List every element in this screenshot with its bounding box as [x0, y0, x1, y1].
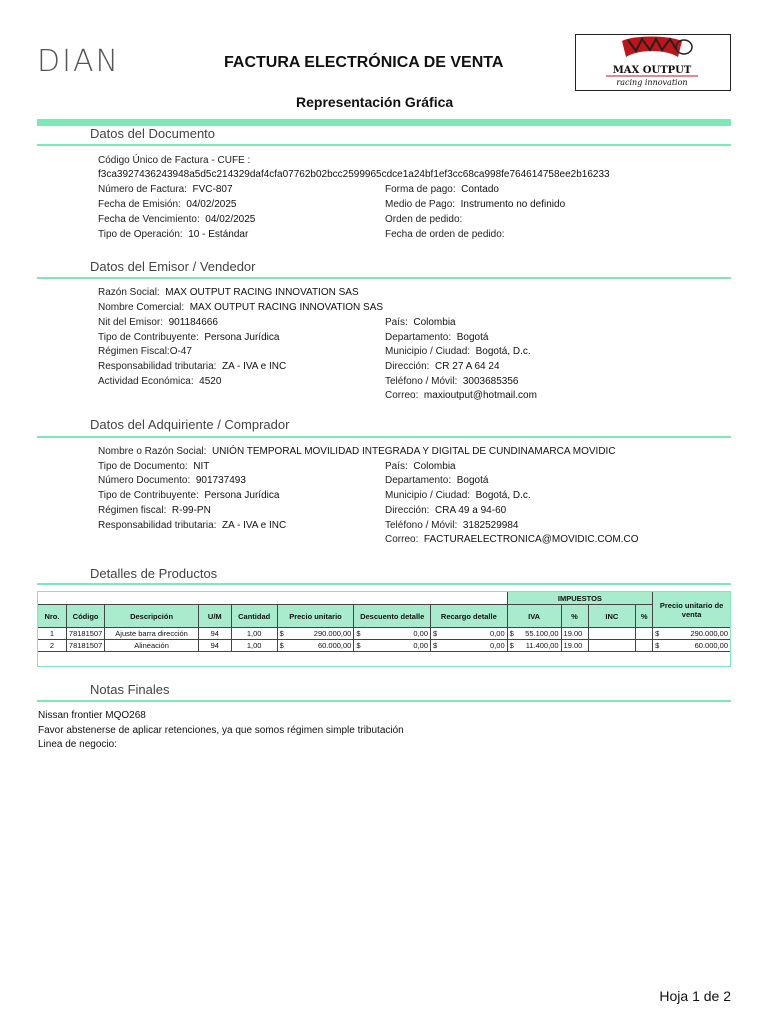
fecha-vencimiento: Fecha de Vencimiento: 04/02/2025 — [98, 214, 256, 225]
fecha-orden-pedido: Fecha de orden de pedido: — [385, 229, 505, 240]
col-header-codigo: Código — [66, 605, 104, 628]
cell-descuento: $ 0,00 — [354, 640, 431, 652]
document-subtitle: Representación Gráfica — [296, 94, 454, 110]
col-header-descuento: Descuento detalle — [354, 605, 431, 628]
cell-precio-venta: $ 60.000,00 — [653, 640, 731, 652]
adquiriente-telefono: Teléfono / Móvil: 3182529984 — [385, 520, 519, 531]
section-title-emisor: Datos del Emisor / Vendedor — [90, 259, 256, 274]
cell-inc-pct — [636, 628, 653, 640]
cell-descripcion: Ajuste barra dirección — [105, 628, 199, 640]
cell-inc-pct — [636, 640, 653, 652]
section-title-adquiriente: Datos del Adquiriente / Comprador — [90, 417, 290, 432]
emisor-nombre-comercial: Nombre Comercial: MAX OUTPUT RACING INNOVATION SAS — [98, 302, 384, 313]
emisor-actividad: Actividad Económica: 4520 — [98, 376, 222, 387]
tipo-operacion: Tipo de Operación: 10 - Estándar — [98, 229, 249, 240]
cell-cantidad: 1,00 — [231, 628, 277, 640]
company-logo — [575, 34, 731, 91]
cell-um: 94 — [198, 628, 231, 640]
col-header-nro: Nro. — [38, 605, 67, 628]
cell-nro: 1 — [38, 628, 67, 640]
cufe-value: f3ca3927436243948a5d5c214329daf4cfa07762b02bcc2599965cdce1a24bf1ef3cc68ca998fe764614758ee2b16233 — [98, 169, 610, 180]
cell-descuento: $ 0,00 — [354, 628, 431, 640]
emisor-razon-social: Razón Social: MAX OUTPUT RACING INNOVATION SAS — [98, 287, 359, 298]
table-empty-row — [38, 652, 731, 665]
cell-recargo: $ 0,00 — [431, 628, 508, 640]
adquiriente-correo[interactable]: Correo: FACTURAELECTRONICA@MOVIDIC.COM.CO — [385, 534, 639, 545]
note-line: Nissan frontier MQO268 — [38, 710, 146, 721]
adquiriente-tipo-contribuyente: Tipo de Contribuyente: Persona Jurídica — [98, 490, 280, 501]
table-header-spacer — [38, 592, 508, 605]
logo-text-main: MAX OUTPUT — [612, 65, 692, 76]
cell-iva: $ 11.400,00 — [507, 640, 561, 652]
adquiriente-municipio: Municipio / Ciudad: Bogotá, D.c. — [385, 490, 531, 501]
precio-venta-header: Precio unitario de venta — [653, 592, 731, 628]
cell-nro: 2 — [38, 640, 67, 652]
cell-codigo: 78181507 — [66, 640, 104, 652]
emisor-departamento: Departamento: Bogotá — [385, 332, 489, 343]
col-header-iva: IVA — [507, 605, 561, 628]
emisor-pais: País: Colombia — [385, 317, 456, 328]
cufe-label: Código Único de Factura - CUFE : — [98, 155, 251, 166]
emisor-nit: Nit del Emisor: 901184666 — [98, 317, 218, 328]
section-title-documento: Datos del Documento — [90, 126, 216, 141]
cell-precio: $ 290.000,00 — [277, 628, 354, 640]
adquiriente-pais: País: Colombia — [385, 461, 456, 472]
products-table — [37, 591, 731, 665]
document-title: FACTURA ELECTRÓNICA DE VENTA — [224, 54, 504, 71]
col-header-descripcion: Descripción — [105, 605, 199, 628]
cell-inc — [588, 640, 636, 652]
forma-pago: Forma de pago: Contado — [385, 184, 499, 195]
section-divider — [37, 277, 731, 279]
col-header-inc-pct: % — [636, 605, 653, 628]
section-divider — [37, 144, 731, 146]
adquiriente-regimen: Régimen fiscal: R-99-PN — [98, 505, 211, 516]
emisor-regimen-fiscal: Régimen Fiscal:O-47 — [98, 346, 192, 357]
company-logo-graphic — [576, 35, 729, 89]
impuestos-header: IMPUESTOS — [507, 592, 653, 605]
section-divider — [37, 700, 731, 702]
cell-iva: $ 55.100,00 — [507, 628, 561, 640]
adquiriente-responsabilidad: Responsabilidad tributaria: ZA - IVA e INC — [98, 520, 287, 531]
col-header-cantidad: Cantidad — [231, 605, 277, 628]
cell-precio: $ 60.000,00 — [277, 640, 354, 652]
adquiriente-numero-documento: Número Documento: 901737493 — [98, 475, 246, 486]
section-divider — [37, 436, 731, 438]
col-header-inc: INC — [588, 605, 636, 628]
fecha-emision: Fecha de Emisión: 04/02/2025 — [98, 199, 237, 210]
adquiriente-tipo-documento: Tipo de Documento: NIT — [98, 461, 210, 472]
table-row — [38, 628, 731, 640]
adquiriente-nombre: Nombre o Razón Social: UNIÓN TEMPORAL MOVILIDAD INTEGRADA Y DIGITAL DE CUNDINAMARCA MOVIDIC — [98, 446, 616, 457]
col-header-recargo: Recargo detalle — [431, 605, 508, 628]
adquiriente-departamento: Departamento: Bogotá — [385, 475, 489, 486]
cell-um: 94 — [198, 640, 231, 652]
cell-codigo: 78181507 — [66, 628, 104, 640]
emisor-correo[interactable]: Correo: maxioutput@hotmail.com — [385, 390, 537, 401]
page-number: Hoja 1 de 2 — [659, 988, 731, 1004]
section-title-productos: Detalles de Productos — [90, 566, 218, 581]
dian-logo: DIAN — [37, 44, 120, 79]
col-header-iva-pct: % — [561, 605, 588, 628]
table-row — [38, 640, 731, 652]
cell-descripcion: Alineación — [105, 640, 199, 652]
cell-iva-pct: 19.00 — [561, 628, 588, 640]
emisor-tipo-contribuyente: Tipo de Contribuyente: Persona Jurídica — [98, 332, 280, 343]
cell-cantidad: 1,00 — [231, 640, 277, 652]
cell-iva-pct: 19.00 — [561, 640, 588, 652]
adquiriente-direccion: Dirección: CRA 49 a 94-60 — [385, 505, 507, 516]
col-header-um: U/M — [198, 605, 231, 628]
cell-inc — [588, 628, 636, 640]
cell-precio-venta: $ 290.000,00 — [653, 628, 731, 640]
emisor-municipio: Municipio / Ciudad: Bogotá, D.c. — [385, 346, 531, 357]
note-line: Linea de negocio: — [38, 739, 117, 750]
section-title-notas: Notas Finales — [90, 682, 170, 697]
orden-pedido: Orden de pedido: — [385, 214, 463, 225]
note-line: Favor abstenerse de aplicar retenciones, ya que somos régimen simple tributación — [38, 725, 404, 736]
emisor-telefono: Teléfono / Móvil: 3003685356 — [385, 376, 519, 387]
medio-pago: Medio de Pago: Instrumento no definido — [385, 199, 566, 210]
col-header-precio: Precio unitario — [277, 605, 354, 628]
cell-recargo: $ 0,00 — [431, 640, 508, 652]
emisor-responsabilidad: Responsabilidad tributaria: ZA - IVA e INC — [98, 361, 287, 372]
emisor-direccion: Dirección: CR 27 A 64 24 — [385, 361, 500, 372]
numero-factura: Número de Factura: FVC-807 — [98, 184, 233, 195]
header-band — [37, 119, 731, 126]
section-divider — [37, 583, 731, 585]
logo-text-sub: racing innovation — [616, 78, 688, 87]
